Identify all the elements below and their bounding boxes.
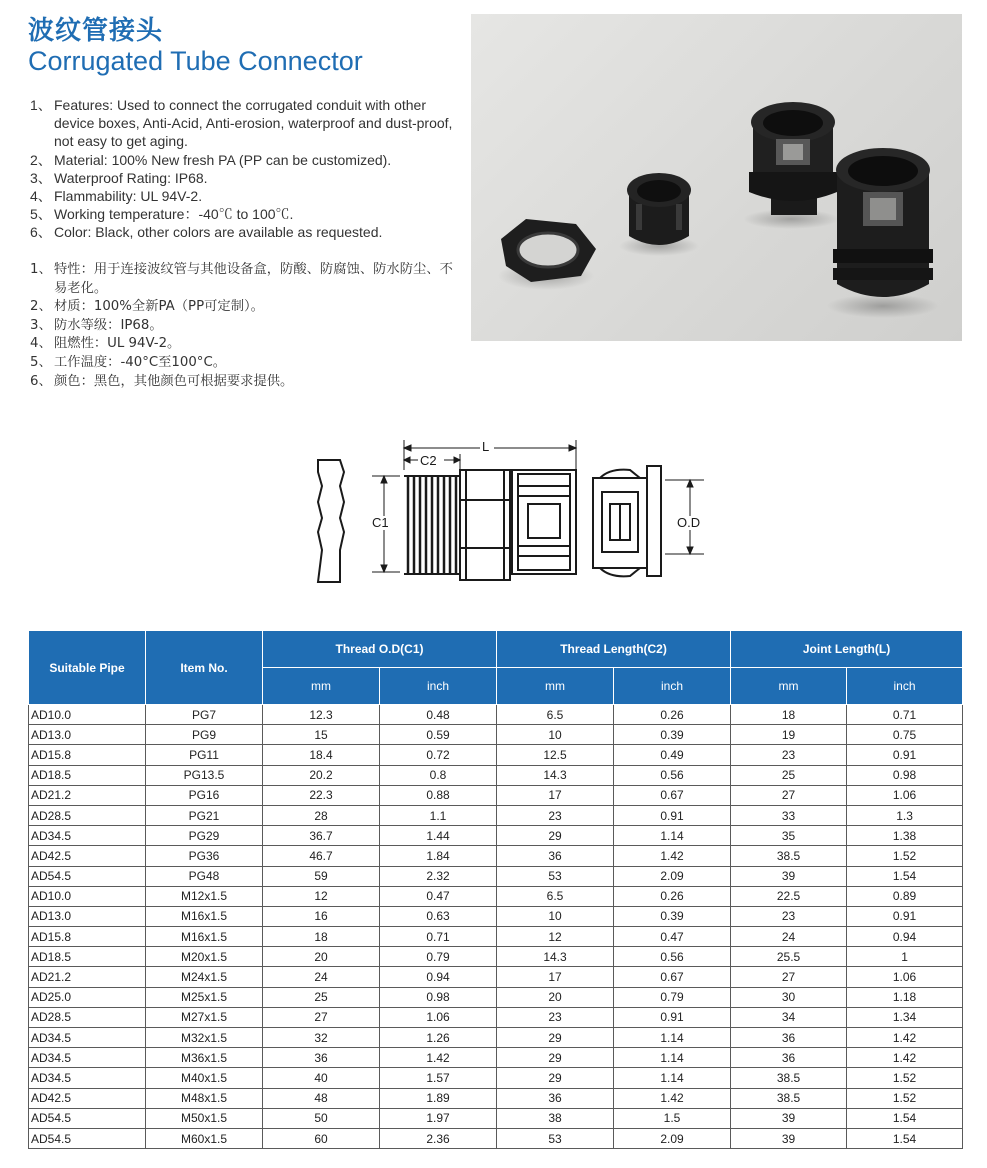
cell-thread-od-inch: 0.63 — [380, 906, 497, 926]
cell-item-no: M12x1.5 — [146, 886, 263, 906]
feature-text: Waterproof Rating: IP68. — [54, 169, 208, 186]
feature-number: 3、 — [30, 169, 52, 186]
table-row — [29, 785, 963, 805]
cell-thread-od-inch: 1.44 — [380, 826, 497, 846]
product-photo — [471, 14, 962, 341]
cell-thread-od-inch: 2.36 — [380, 1128, 497, 1148]
feature-item — [30, 169, 460, 187]
table-row — [29, 846, 963, 866]
cell-thread-length-inch: 1.14 — [614, 826, 731, 846]
table-row — [29, 967, 963, 987]
cell-joint-length-mm: 38.5 — [731, 1068, 847, 1088]
cell-joint-length-mm: 23 — [731, 745, 847, 765]
cell-thread-od-inch: 1.42 — [380, 1048, 497, 1068]
cell-thread-od-inch: 0.47 — [380, 886, 497, 906]
cell-thread-od-inch: 0.8 — [380, 765, 497, 785]
connector-body — [460, 470, 510, 580]
cell-suitable-pipe: AD21.2 — [29, 967, 146, 987]
cell-thread-length-inch: 0.39 — [614, 906, 731, 926]
feature-item — [30, 187, 460, 205]
feature-text: Color: Black, other colors are available as requested. — [54, 224, 383, 241]
cell-item-no: M20x1.5 — [146, 947, 263, 967]
cell-joint-length-inch: 1.54 — [847, 866, 963, 886]
cell-item-no: M25x1.5 — [146, 987, 263, 1007]
header-item-no: Item No. — [146, 631, 263, 705]
cell-thread-length-mm: 23 — [497, 805, 614, 825]
cell-thread-length-inch: 1.14 — [614, 1028, 731, 1048]
cell-thread-od-inch: 0.59 — [380, 725, 497, 745]
cell-item-no: PG29 — [146, 826, 263, 846]
cell-thread-length-inch: 0.39 — [614, 725, 731, 745]
cell-thread-length-mm: 6.5 — [497, 886, 614, 906]
cell-item-no: M27x1.5 — [146, 1007, 263, 1027]
page-title-cn: 波纹管接头 — [28, 16, 164, 46]
cell-thread-od-inch: 0.88 — [380, 785, 497, 805]
cell-thread-length-mm: 17 — [497, 785, 614, 805]
cell-thread-od-inch: 0.98 — [380, 987, 497, 1007]
feature-item-cn — [30, 335, 460, 354]
cell-item-no: M16x1.5 — [146, 906, 263, 926]
cell-thread-length-inch: 0.49 — [614, 745, 731, 765]
cell-suitable-pipe: AD42.5 — [29, 846, 146, 866]
cell-joint-length-inch: 1.42 — [847, 1028, 963, 1048]
cell-thread-length-mm: 6.5 — [497, 705, 614, 725]
cell-joint-length-inch: 1.54 — [847, 1108, 963, 1128]
feature-item — [30, 223, 460, 241]
cell-item-no: M50x1.5 — [146, 1108, 263, 1128]
feature-item — [30, 151, 460, 169]
label-od: O.D — [677, 515, 701, 530]
cell-thread-od-mm: 60 — [263, 1128, 380, 1148]
cell-thread-od-inch: 1.1 — [380, 805, 497, 825]
cell-suitable-pipe: AD28.5 — [29, 1007, 146, 1027]
table-row — [29, 927, 963, 947]
cell-item-no: PG16 — [146, 785, 263, 805]
cell-suitable-pipe: AD28.5 — [29, 805, 146, 825]
feature-number: 5、 — [30, 206, 52, 223]
large-fitting — [827, 148, 939, 318]
cell-joint-length-inch: 0.71 — [847, 705, 963, 725]
cell-joint-length-inch: 0.75 — [847, 725, 963, 745]
cell-joint-length-mm: 38.5 — [731, 1088, 847, 1108]
table-row — [29, 765, 963, 785]
cell-suitable-pipe: AD34.5 — [29, 1028, 146, 1048]
table-row — [29, 1088, 963, 1108]
cell-joint-length-mm: 39 — [731, 1108, 847, 1128]
cell-suitable-pipe: AD15.8 — [29, 745, 146, 765]
cell-thread-od-inch: 1.89 — [380, 1088, 497, 1108]
spec-table-body — [29, 705, 963, 1149]
cell-suitable-pipe: AD34.5 — [29, 1048, 146, 1068]
cell-joint-length-mm: 33 — [731, 805, 847, 825]
cell-suitable-pipe: AD15.8 — [29, 927, 146, 947]
features-list-en — [30, 96, 460, 242]
cell-thread-od-inch: 0.71 — [380, 927, 497, 947]
cell-thread-length-inch: 0.67 — [614, 785, 731, 805]
cell-joint-length-inch: 1.54 — [847, 1128, 963, 1148]
nut-side-view — [318, 460, 344, 582]
cell-item-no: M60x1.5 — [146, 1128, 263, 1148]
table-row — [29, 745, 963, 765]
product-photo-drawing — [471, 14, 962, 341]
cell-thread-length-inch: 0.91 — [614, 805, 731, 825]
feature-text: Features: Used to connect the corrugated conduit with other device boxes, Anti-Acid, Anti-erosion, waterproof and dust-proof, not easy to get aging. — [54, 97, 453, 150]
table-row — [29, 906, 963, 926]
cell-suitable-pipe: AD10.0 — [29, 705, 146, 725]
feature-item-cn — [30, 261, 460, 298]
cell-suitable-pipe: AD21.2 — [29, 785, 146, 805]
cell-thread-od-mm: 50 — [263, 1108, 380, 1128]
features-list-cn — [30, 261, 460, 391]
cell-joint-length-inch: 0.98 — [847, 765, 963, 785]
cell-suitable-pipe: AD54.5 — [29, 1108, 146, 1128]
cell-thread-od-inch: 0.94 — [380, 967, 497, 987]
cell-thread-length-mm: 12.5 — [497, 745, 614, 765]
cell-joint-length-inch: 0.91 — [847, 906, 963, 926]
cell-thread-od-inch: 1.97 — [380, 1108, 497, 1128]
cell-thread-od-mm: 12.3 — [263, 705, 380, 725]
cell-item-no: M24x1.5 — [146, 967, 263, 987]
cell-thread-length-mm: 29 — [497, 1068, 614, 1088]
cell-joint-length-mm: 27 — [731, 785, 847, 805]
cell-joint-length-mm: 25 — [731, 765, 847, 785]
cell-joint-length-inch: 1.42 — [847, 1048, 963, 1068]
small-fitting — [619, 173, 699, 256]
cell-thread-od-mm: 59 — [263, 866, 380, 886]
label-c1: C1 — [372, 515, 389, 530]
cell-joint-length-mm: 19 — [731, 725, 847, 745]
cell-joint-length-inch: 1.34 — [847, 1007, 963, 1027]
cell-suitable-pipe: AD34.5 — [29, 1068, 146, 1088]
cell-joint-length-mm: 36 — [731, 1028, 847, 1048]
cell-thread-od-inch: 1.84 — [380, 846, 497, 866]
cell-thread-length-inch: 0.91 — [614, 1007, 731, 1027]
cell-item-no: PG13.5 — [146, 765, 263, 785]
cell-thread-od-mm: 27 — [263, 1007, 380, 1027]
header-thread-length: Thread Length(C2) — [497, 631, 731, 668]
cell-thread-length-inch: 0.56 — [614, 947, 731, 967]
lock-nut — [498, 219, 596, 290]
cell-joint-length-mm: 18 — [731, 705, 847, 725]
cell-thread-length-inch: 2.09 — [614, 1128, 731, 1148]
cell-joint-length-inch: 1.38 — [847, 826, 963, 846]
cell-joint-length-inch: 0.89 — [847, 886, 963, 906]
cell-suitable-pipe: AD54.5 — [29, 1128, 146, 1148]
cell-thread-length-mm: 29 — [497, 1028, 614, 1048]
cell-joint-length-inch: 1.18 — [847, 987, 963, 1007]
cell-joint-length-inch: 1.52 — [847, 1068, 963, 1088]
cell-item-no: PG36 — [146, 846, 263, 866]
cell-thread-od-mm: 25 — [263, 987, 380, 1007]
header-joint-length: Joint Length(L) — [731, 631, 963, 668]
cell-thread-length-inch: 0.79 — [614, 987, 731, 1007]
cell-suitable-pipe: AD13.0 — [29, 906, 146, 926]
cell-thread-length-inch: 0.26 — [614, 886, 731, 906]
cell-thread-od-mm: 24 — [263, 967, 380, 987]
cell-joint-length-mm: 39 — [731, 866, 847, 886]
cell-thread-od-mm: 18 — [263, 927, 380, 947]
cell-thread-length-inch: 0.67 — [614, 967, 731, 987]
cell-thread-length-mm: 53 — [497, 866, 614, 886]
feature-number: 2、 — [30, 299, 52, 315]
cell-thread-od-mm: 36.7 — [263, 826, 380, 846]
cell-thread-od-mm: 46.7 — [263, 846, 380, 866]
cell-joint-length-inch: 1.3 — [847, 805, 963, 825]
page-title-en: Corrugated Tube Connector — [28, 46, 363, 76]
table-row — [29, 805, 963, 825]
cell-joint-length-mm: 36 — [731, 1048, 847, 1068]
cell-item-no: M40x1.5 — [146, 1068, 263, 1088]
thread-section — [404, 476, 460, 574]
cell-joint-length-inch: 0.91 — [847, 745, 963, 765]
cell-joint-length-mm: 25.5 — [731, 947, 847, 967]
feature-item — [30, 205, 460, 223]
table-row — [29, 947, 963, 967]
header-unit-mm: mm — [263, 668, 380, 705]
table-row — [29, 987, 963, 1007]
cell-joint-length-mm: 22.5 — [731, 886, 847, 906]
table-row — [29, 1007, 963, 1027]
feature-text: 阻燃性：UL 94V-2。 — [54, 336, 181, 352]
cell-joint-length-inch: 1.06 — [847, 785, 963, 805]
cell-joint-length-mm: 38.5 — [731, 846, 847, 866]
cell-suitable-pipe: AD34.5 — [29, 826, 146, 846]
feature-item — [30, 96, 460, 151]
feature-text: 防水等级：IP68。 — [54, 317, 163, 333]
cell-suitable-pipe: AD13.0 — [29, 725, 146, 745]
cell-thread-od-mm: 32 — [263, 1028, 380, 1048]
feature-text: Flammability: UL 94V-2. — [54, 188, 203, 205]
cell-joint-length-mm: 35 — [731, 826, 847, 846]
cell-thread-length-inch: 0.47 — [614, 927, 731, 947]
cell-thread-od-inch: 2.32 — [380, 866, 497, 886]
table-row — [29, 1108, 963, 1128]
cell-joint-length-mm: 27 — [731, 967, 847, 987]
cell-thread-length-mm: 38 — [497, 1108, 614, 1128]
feature-text: 特性：用于连接波纹管与其他设备盒，防酸、防腐蚀、防水防尘、不易老化。 — [54, 262, 453, 296]
cell-joint-length-mm: 34 — [731, 1007, 847, 1027]
cell-thread-length-mm: 10 — [497, 725, 614, 745]
cell-thread-length-mm: 10 — [497, 906, 614, 926]
cell-suitable-pipe: AD54.5 — [29, 866, 146, 886]
cell-thread-od-mm: 12 — [263, 886, 380, 906]
cell-joint-length-mm: 24 — [731, 927, 847, 947]
table-row — [29, 705, 963, 725]
cell-thread-od-inch: 1.57 — [380, 1068, 497, 1088]
feature-item-cn — [30, 373, 460, 392]
cell-thread-length-mm: 53 — [497, 1128, 614, 1148]
table-row — [29, 1028, 963, 1048]
cell-thread-od-mm: 20 — [263, 947, 380, 967]
cell-thread-od-mm: 20.2 — [263, 765, 380, 785]
header-unit-mm: mm — [497, 668, 614, 705]
cell-joint-length-mm: 30 — [731, 987, 847, 1007]
feature-number: 1、 — [30, 97, 52, 113]
header-thread-od: Thread O.D(C1) — [263, 631, 497, 668]
dimension-diagram — [300, 430, 720, 590]
feature-item-cn — [30, 298, 460, 317]
cell-thread-od-inch: 1.06 — [380, 1007, 497, 1027]
end-view — [593, 466, 661, 576]
cell-thread-length-mm: 17 — [497, 967, 614, 987]
cell-thread-od-mm: 18.4 — [263, 745, 380, 765]
cell-thread-length-mm: 23 — [497, 1007, 614, 1027]
table-row — [29, 1128, 963, 1148]
cell-thread-length-mm: 14.3 — [497, 947, 614, 967]
spec-table — [28, 630, 963, 1149]
table-row — [29, 1068, 963, 1088]
cell-thread-length-inch: 2.09 — [614, 866, 731, 886]
header-unit-inch: inch — [380, 668, 497, 705]
cell-thread-length-mm: 12 — [497, 927, 614, 947]
cell-thread-length-inch: 0.26 — [614, 705, 731, 725]
cell-item-no: M16x1.5 — [146, 927, 263, 947]
cell-item-no: PG48 — [146, 866, 263, 886]
cell-joint-length-inch: 0.94 — [847, 927, 963, 947]
cell-joint-length-inch: 1.52 — [847, 1088, 963, 1108]
tall-fitting — [743, 102, 839, 229]
cell-thread-od-mm: 36 — [263, 1048, 380, 1068]
cell-thread-od-mm: 48 — [263, 1088, 380, 1108]
cell-item-no: PG11 — [146, 745, 263, 765]
cell-item-no: M36x1.5 — [146, 1048, 263, 1068]
cell-thread-length-mm: 36 — [497, 846, 614, 866]
header-unit-mm: mm — [731, 668, 847, 705]
cell-suitable-pipe: AD42.5 — [29, 1088, 146, 1108]
cell-thread-od-mm: 22.3 — [263, 785, 380, 805]
cell-thread-length-inch: 0.56 — [614, 765, 731, 785]
cell-thread-length-mm: 20 — [497, 987, 614, 1007]
cell-suitable-pipe: AD18.5 — [29, 947, 146, 967]
cell-thread-length-inch: 1.14 — [614, 1068, 731, 1088]
feature-item-cn — [30, 354, 460, 373]
cell-thread-od-mm: 16 — [263, 906, 380, 926]
cell-item-no: M32x1.5 — [146, 1028, 263, 1048]
cell-item-no: PG7 — [146, 705, 263, 725]
table-row — [29, 1048, 963, 1068]
spec-table-header — [29, 631, 963, 705]
cell-thread-length-mm: 29 — [497, 1048, 614, 1068]
cell-thread-od-inch: 1.26 — [380, 1028, 497, 1048]
cell-thread-od-inch: 0.72 — [380, 745, 497, 765]
cell-joint-length-inch: 1.52 — [847, 846, 963, 866]
cell-thread-length-mm: 36 — [497, 1088, 614, 1108]
dimension-drawing — [300, 430, 720, 590]
header-unit-inch: inch — [847, 668, 963, 705]
table-row — [29, 866, 963, 886]
feature-number: 5、 — [30, 354, 52, 370]
cell-joint-length-mm: 39 — [731, 1128, 847, 1148]
label-c2: C2 — [420, 453, 437, 468]
cell-joint-length-inch: 1.06 — [847, 967, 963, 987]
cell-item-no: M48x1.5 — [146, 1088, 263, 1108]
feature-number: 4、 — [30, 336, 52, 352]
cell-thread-length-mm: 14.3 — [497, 765, 614, 785]
cell-thread-length-inch: 1.14 — [614, 1048, 731, 1068]
cell-thread-length-mm: 29 — [497, 826, 614, 846]
table-row — [29, 826, 963, 846]
cell-thread-length-inch: 1.42 — [614, 846, 731, 866]
feature-number: 1、 — [30, 262, 52, 277]
header-unit-inch: inch — [614, 668, 731, 705]
feature-text: 材质：100%全新PA（PP可定制）。 — [54, 299, 264, 315]
feature-item-cn — [30, 317, 460, 336]
cell-thread-od-mm: 40 — [263, 1068, 380, 1088]
cell-suitable-pipe: AD10.0 — [29, 886, 146, 906]
cell-thread-od-inch: 0.79 — [380, 947, 497, 967]
feature-number: 3、 — [30, 317, 52, 333]
feature-number: 6、 — [30, 224, 52, 241]
feature-text: 颜色：黑色，其他颜色可根据要求提供。 — [54, 373, 294, 389]
table-row — [29, 725, 963, 745]
table-row — [29, 886, 963, 906]
cell-item-no: PG9 — [146, 725, 263, 745]
feature-text: Working temperature：-40℃ to 100℃. — [54, 206, 294, 223]
label-l: L — [482, 439, 490, 454]
feature-number: 4、 — [30, 188, 52, 205]
cell-joint-length-inch: 1 — [847, 947, 963, 967]
feature-text: Material: 100% New fresh PA (PP can be customized). — [54, 151, 392, 168]
cell-suitable-pipe: AD25.0 — [29, 987, 146, 1007]
cell-thread-od-mm: 15 — [263, 725, 380, 745]
cell-thread-length-inch: 1.42 — [614, 1088, 731, 1108]
cell-joint-length-mm: 23 — [731, 906, 847, 926]
cell-item-no: PG21 — [146, 805, 263, 825]
feature-number: 6、 — [30, 373, 52, 389]
cell-thread-od-mm: 28 — [263, 805, 380, 825]
cell-suitable-pipe: AD18.5 — [29, 765, 146, 785]
feature-number: 2、 — [30, 151, 52, 168]
cell-thread-od-inch: 0.48 — [380, 705, 497, 725]
cell-thread-length-inch: 1.5 — [614, 1108, 731, 1128]
feature-text: 工作温度：-40°C至100°C。 — [54, 354, 227, 370]
header-suitable-pipe: Suitable Pipe — [29, 631, 146, 705]
